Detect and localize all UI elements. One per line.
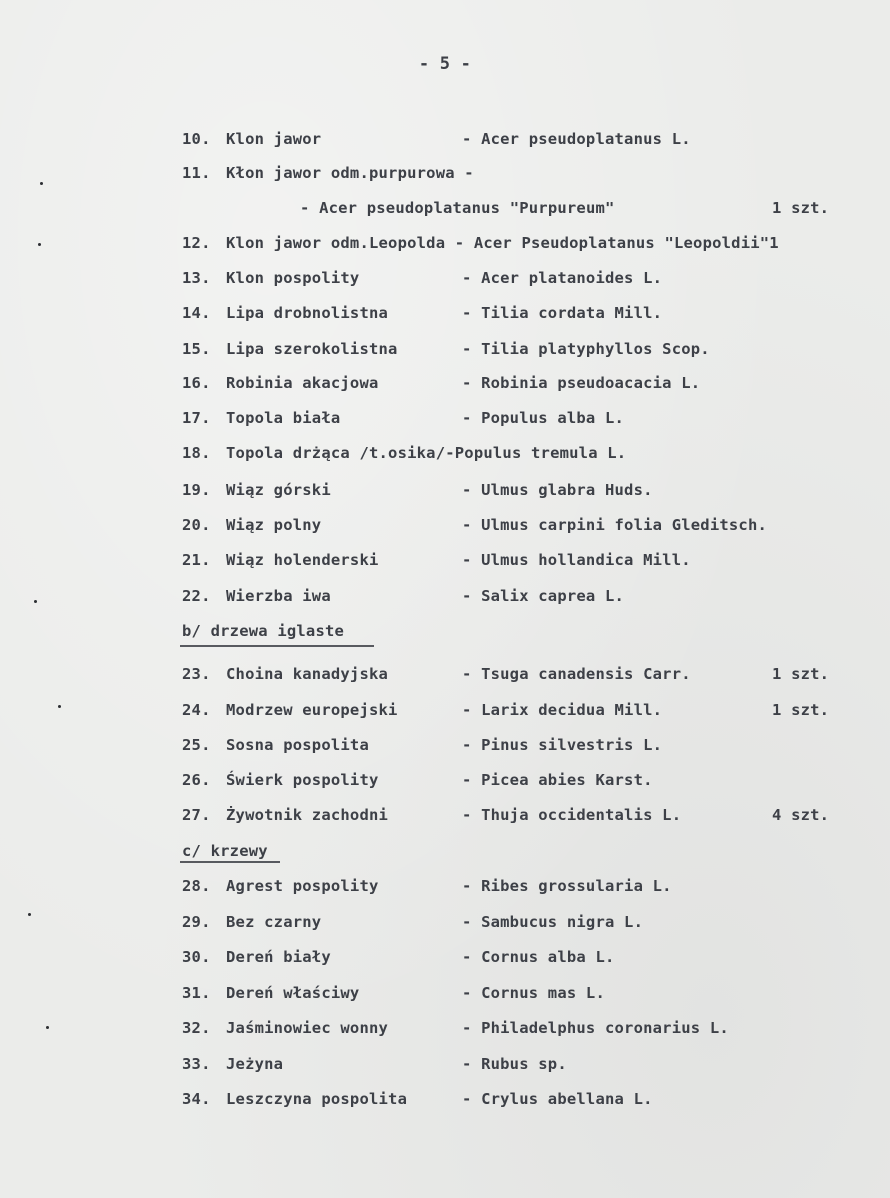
page-number: - 5 - — [418, 54, 472, 74]
polish-name: Topola biała — [226, 409, 341, 427]
latin-name: - Salix caprea L. — [462, 587, 625, 605]
polish-name: Żywotnik zachodni — [226, 806, 389, 824]
polish-name: Wierzba iwa — [226, 587, 331, 605]
polish-name: Klon pospolity — [226, 269, 360, 287]
latin-name: - Ulmus hollandica Mill. — [462, 551, 691, 569]
polish-name: Modrzew europejski — [226, 701, 398, 719]
entry-number: 17. — [182, 409, 211, 427]
polish-name: Wiąz polny — [226, 516, 322, 534]
entry-number: 21. — [182, 551, 211, 569]
latin-name: - Acer platanoides L. — [462, 269, 663, 287]
entry-number: 28. — [182, 877, 211, 895]
entry-number: 33. — [182, 1055, 211, 1073]
latin-name: - Picea abies Karst. — [462, 771, 653, 789]
entry-number: 19. — [182, 481, 211, 499]
polish-name: Kłon jawor odm.purpurowa - — [226, 164, 474, 182]
paper-speck — [46, 1026, 49, 1029]
polish-name: Leszczyna pospolita — [226, 1090, 408, 1108]
entry-number: 18. — [182, 444, 211, 462]
latin-name: - Cornus mas L. — [462, 984, 605, 1002]
polish-name: Sosna pospolita — [226, 736, 369, 754]
latin-name: - Robinia pseudoacacia L. — [462, 374, 701, 392]
entry-number: 27. — [182, 806, 211, 824]
latin-name: - Tilia cordata Mill. — [462, 304, 663, 322]
latin-name: - Tsuga canadensis Carr. — [462, 665, 691, 683]
polish-name: Jaśminowiec wonny — [226, 1019, 389, 1037]
paper-speck — [28, 913, 31, 916]
entry-number: 11. — [182, 164, 211, 182]
section-underline — [180, 861, 280, 863]
polish-name: Jeżyna — [226, 1055, 284, 1073]
entry-number: 24. — [182, 701, 211, 719]
latin-name: - Larix decidua Mill. — [462, 701, 663, 719]
entry-number: 22. — [182, 587, 211, 605]
polish-name: Wiąz górski — [226, 481, 331, 499]
polish-name: Świerk pospolity — [226, 771, 379, 789]
entry-number: 15. — [182, 340, 211, 358]
paper-speck — [34, 600, 37, 603]
polish-name: Lipa szerokolistna — [226, 340, 398, 358]
entry-number: 13. — [182, 269, 211, 287]
polish-name: Robinia akacjowa — [226, 374, 379, 392]
latin-name: - Rubus sp. — [462, 1055, 567, 1073]
polish-name: Choina kanadyjska — [226, 665, 389, 683]
entry-number: 12. — [182, 234, 211, 252]
polish-name: Bez czarny — [226, 913, 322, 931]
polish-name: Dereń właściwy — [226, 984, 360, 1002]
entry-number: 14. — [182, 304, 211, 322]
polish-name: Lipa drobnolistna — [226, 304, 389, 322]
latin-name: - Ulmus glabra Huds. — [462, 481, 653, 499]
entry-number: 10. — [182, 130, 211, 148]
latin-name: - Cornus alba L. — [462, 948, 615, 966]
quantity: 1 szt. — [772, 701, 830, 719]
latin-name: - Acer pseudoplatanus L. — [462, 130, 691, 148]
latin-name: - Crylus abellana L. — [462, 1090, 653, 1108]
quantity: 4 szt. — [772, 806, 830, 824]
paper-speck — [40, 182, 43, 185]
section-underline — [180, 645, 374, 647]
latin-name: - Philadelphus coronarius L. — [462, 1019, 729, 1037]
entry-number: 16. — [182, 374, 211, 392]
section-heading-shrubs: c/ krzewy — [182, 842, 268, 860]
latin-name: - Tilia platyphyllos Scop. — [462, 340, 710, 358]
section-heading-conifers: b/ drzewa iglaste — [182, 622, 345, 640]
entry-number: 30. — [182, 948, 211, 966]
entry-number: 29. — [182, 913, 211, 931]
entry-number: 32. — [182, 1019, 211, 1037]
entry-number: 31. — [182, 984, 211, 1002]
latin-name: - Sambucus nigra L. — [462, 913, 644, 931]
latin-name: - Ribes grossularia L. — [462, 877, 672, 895]
latin-name: - Thuja occidentalis L. — [462, 806, 682, 824]
polish-name: Topola drżąca /t.osika/-Populus tremula L. — [226, 444, 627, 462]
entry-number: 23. — [182, 665, 211, 683]
latin-name: - Populus alba L. — [462, 409, 625, 427]
polish-name: Klon jawor odm.Leopolda - Acer Pseudoplatanus "Leopoldii"1 — [226, 234, 779, 252]
polish-name: Wiąz holenderski — [226, 551, 379, 569]
quantity: 1 szt. — [772, 199, 830, 217]
entry-number: 34. — [182, 1090, 211, 1108]
paper-speck — [58, 705, 61, 708]
latin-name: - Pinus silvestris L. — [462, 736, 663, 754]
entry-number: 26. — [182, 771, 211, 789]
entry-number: 20. — [182, 516, 211, 534]
latin-name: - Acer pseudoplatanus "Purpureum" — [300, 199, 615, 217]
polish-name: Klon jawor — [226, 130, 322, 148]
paper-speck — [38, 243, 41, 246]
entry-number: 25. — [182, 736, 211, 754]
polish-name: Agrest pospolity — [226, 877, 379, 895]
latin-name: - Ulmus carpini folia Gleditsch. — [462, 516, 768, 534]
quantity: 1 szt. — [772, 665, 830, 683]
polish-name: Dereń biały — [226, 948, 331, 966]
